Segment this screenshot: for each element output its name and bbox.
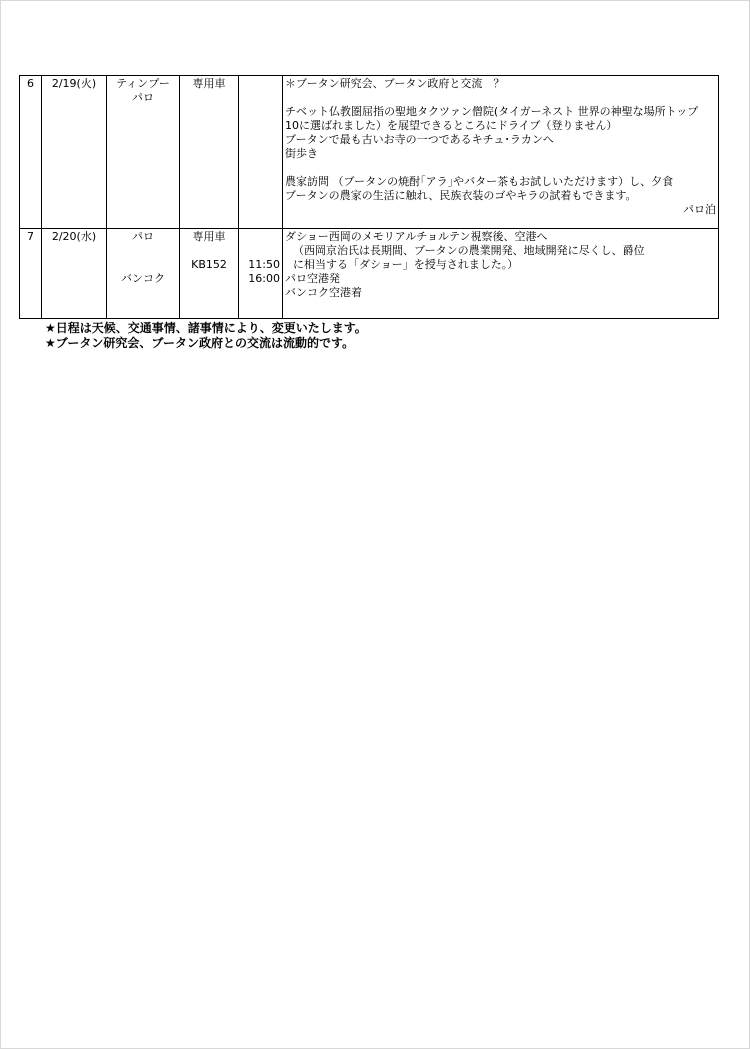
- detail-line: チベット仏教圏屈指の聖地タクツァン僧院(タイガーネスト 世界の神聖な場所トップ: [285, 105, 699, 118]
- place-line: パロ: [132, 230, 154, 243]
- itinerary-row-day-6: [20, 76, 719, 229]
- transport-line: 専用車: [192, 77, 226, 90]
- detail-line: 街歩き: [285, 147, 318, 160]
- detail-line: 10に選ばれました）を展望できるところにドライブ（登りません）: [285, 119, 618, 132]
- detail-line: バンコク空港着: [285, 286, 362, 299]
- itinerary-table: [19, 75, 719, 319]
- detail-line: ブータンの農家の生活に触れ、民族衣装のゴやキラの試着もできます。: [285, 189, 637, 202]
- place-line: パロ: [132, 91, 154, 104]
- day-number: 7: [20, 229, 42, 319]
- transport-spacer: [182, 244, 236, 258]
- time-spacer: [241, 230, 280, 244]
- transport-cell: [180, 229, 239, 319]
- place-line: バンコク: [121, 272, 165, 285]
- flight-number: KB152: [191, 258, 227, 271]
- date-cell: 2/20(水): [42, 229, 107, 319]
- place-cell: [107, 229, 180, 319]
- detail-line: ＊ブータン研究会、ブータン政府と交流 ？: [285, 77, 505, 90]
- time-spacer: [241, 244, 280, 258]
- time-cell: [239, 229, 283, 319]
- transport-line: 専用車: [192, 230, 226, 243]
- detail-line: ダショー西岡のメモリアルチョルテン視察後、空港へ: [285, 230, 548, 243]
- place-line: ティンプー: [116, 77, 170, 90]
- transport-cell: [180, 76, 239, 229]
- notes-block: [45, 321, 367, 351]
- itinerary-row-day-7: [20, 229, 719, 319]
- detail-line: ブータンで最も古いお寺の一つであるキチュ･ラカンへ: [285, 133, 554, 146]
- place-cell: [107, 76, 180, 229]
- detail-line: （西岡京治氏は長期間、ブータンの農業開発、地域開発に尽くし、爵位: [293, 244, 645, 257]
- detail-spacer: [285, 91, 716, 105]
- note-exchange-fluid: ★ブータン研究会、ブータン政府との交流は流動的です。: [45, 336, 355, 350]
- departure-time: 11:50: [248, 258, 280, 271]
- arrival-time: 16:00: [248, 272, 280, 285]
- time-cell: [239, 76, 283, 229]
- detail-cell: [283, 229, 719, 319]
- date-cell: 2/19(火): [42, 76, 107, 229]
- stay-label: パロ泊: [683, 203, 716, 216]
- note-schedule-change: ★日程は天候、交通事情、諸事情により、変更いたします。: [45, 321, 367, 335]
- detail-line: 農家訪問 （ブータンの焼酎｢アラ｣やバター茶もお試しいただけます）し、夕食: [285, 175, 674, 188]
- detail-line: に相当する「ダショー」を授与されました。）: [293, 258, 519, 271]
- detail-line: パロ空港発: [285, 272, 340, 285]
- detail-cell: [283, 76, 719, 229]
- place-spacer: [109, 244, 177, 258]
- detail-spacer: [285, 161, 716, 175]
- day-number: 6: [20, 76, 42, 229]
- place-spacer: [109, 258, 177, 272]
